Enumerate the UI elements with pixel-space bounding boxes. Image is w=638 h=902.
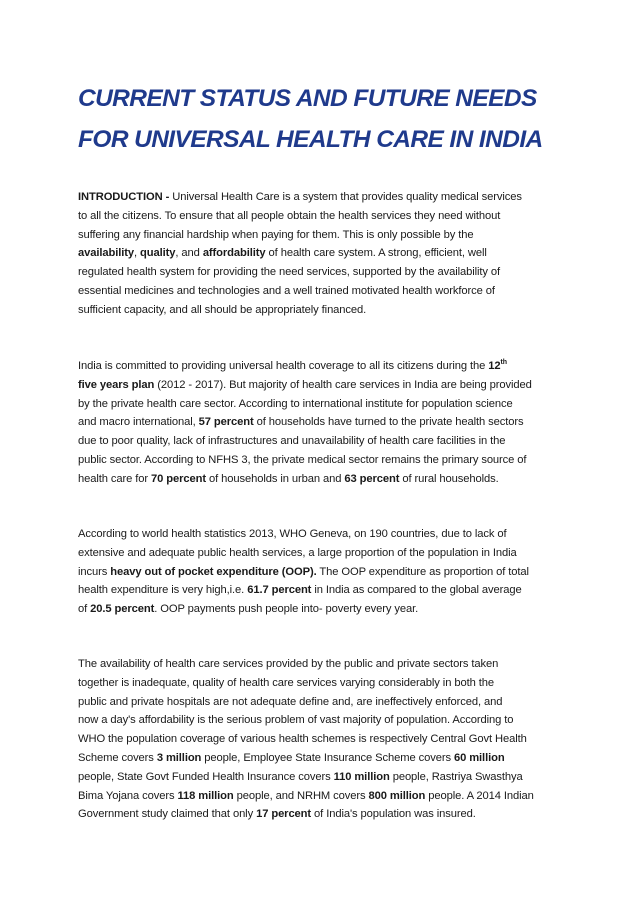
- text-run: of India's population was insured.: [311, 808, 476, 821]
- text-run: Bima Yojana covers: [78, 789, 178, 802]
- bold-figure: 110 million: [333, 770, 390, 783]
- text-run: of households in urban and: [206, 472, 345, 485]
- text-line: [78, 470, 578, 489]
- text-line: regulated health system for providing the need services, supported by the availability of: [78, 266, 501, 279]
- bold-figure: 3 million: [156, 751, 202, 764]
- bold-term: 12: [488, 360, 501, 372]
- text-line: together is inadequate, quality of health care services varying considerably in both the: [78, 676, 494, 689]
- introduction-paragraph: [78, 188, 578, 320]
- text-run: of rural households.: [399, 472, 499, 485]
- text-line: [78, 244, 578, 263]
- bold-figure: 118 million: [177, 789, 234, 802]
- bold-figure: 61.7 percent: [247, 584, 312, 597]
- bold-figure: 60 million: [453, 751, 505, 764]
- text-line: extensive and adequate public health services, a large proportion of the population in India: [78, 546, 517, 559]
- text-run: of: [78, 603, 91, 616]
- text-line: by the private health care sector. According to international institute for population science: [78, 397, 513, 410]
- text-run: people, Employee State Insurance Scheme covers: [201, 751, 454, 764]
- text-line: [78, 581, 578, 600]
- text-run: ,: [134, 247, 141, 260]
- text-line: [78, 787, 578, 806]
- text-run: , and: [175, 247, 203, 260]
- text-line: WHO the population coverage of various health schemes is respectively Central Govt Health: [78, 733, 527, 746]
- title-line: CURRENT STATUS AND FUTURE NEEDS: [78, 85, 537, 112]
- text-run: of health care system. A strong, efficient, well: [265, 247, 487, 260]
- text-line: sufficient capacity, and all should be appropriately financed.: [78, 303, 367, 316]
- bold-figure: 63 percent: [344, 472, 400, 485]
- text-line: [78, 600, 578, 619]
- text-run: . OOP payments push people into- poverty every year.: [154, 603, 419, 616]
- text-line: now a day's affordability is the serious problem of vast majority of population. According to: [78, 714, 514, 727]
- text-run: health expenditure is very high,i.e.: [78, 584, 248, 597]
- text-line: [78, 188, 578, 207]
- text-line: due to poor quality, lack of infrastructures and unavailability of health care facilities in the: [78, 435, 506, 448]
- text-run: health care for: [78, 472, 152, 485]
- text-line: public and private hospitals are not adequate define and, are ineffectively enforced, and: [78, 695, 503, 708]
- bold-term: quality: [140, 247, 176, 260]
- bold-figure: 17 percent: [256, 808, 312, 821]
- text-line: to all the citizens. To ensure that all people obtain the health services they need without: [78, 209, 501, 222]
- text-run: people, Rastriya Swasthya: [389, 770, 523, 783]
- text-run: Scheme covers: [78, 751, 157, 764]
- text-run: Universal Health Care is a system that provides quality medical services: [169, 191, 522, 203]
- bold-figure: 70 percent: [151, 472, 206, 485]
- text-line: [78, 563, 578, 582]
- text-run: people, State Govt Funded Health Insurance covers: [78, 770, 334, 783]
- bold-figure: 20.5 percent: [90, 603, 155, 616]
- text-line: [78, 805, 578, 824]
- text-run: India is committed to providing universal health coverage to all its citizens during the: [78, 360, 489, 372]
- bold-figure: 57 percent: [198, 416, 254, 429]
- bold-term: heavy out of pocket expenditure (OOP).: [110, 565, 317, 578]
- text-line: According to world health statistics 2013, WHO Geneva, on 190 countries, due to lack of: [78, 528, 507, 540]
- text-run: Government study claimed that only: [78, 808, 257, 821]
- text-run: people, and NRHM covers: [233, 789, 369, 802]
- text-line: [78, 376, 578, 395]
- text-run: The OOP expenditure as proportion of total: [316, 565, 529, 578]
- text-line: essential medicines and technologies and a well trained motivated health workforce of: [78, 284, 495, 297]
- text-run: of households have turned to the private health sectors: [253, 416, 524, 429]
- text-line: [78, 749, 578, 768]
- bold-term: five years plan: [78, 378, 155, 391]
- text-run: in India as compared to the global average: [311, 584, 522, 597]
- bold-term: affordability: [202, 247, 266, 260]
- bold-figure: 800 million: [368, 789, 426, 802]
- text-run: people. A 2014 Indian: [425, 789, 534, 802]
- bold-term: availability: [78, 247, 135, 260]
- text-line: suffering any financial hardship when paying for them. This is only possible by the: [78, 228, 474, 241]
- text-line: The availability of health care services provided by the public and private sectors taken: [78, 658, 499, 670]
- text-run: (2012 - 2017). But majority of health care services in India are being provided: [154, 378, 532, 391]
- text-run: incurs: [78, 565, 111, 578]
- text-line: [78, 413, 578, 432]
- introduction-label: INTRODUCTION -: [78, 191, 170, 203]
- availability-paragraph: [78, 655, 578, 824]
- title-line: FOR UNIVERSAL HEALTH CARE IN INDIA: [78, 126, 543, 153]
- oop-paragraph: [78, 525, 578, 619]
- text-line: [78, 768, 578, 787]
- document-title: [78, 78, 598, 160]
- text-line: [78, 357, 578, 376]
- text-line: public sector. According to NFHS 3, the private medical sector remains the primary source of: [78, 453, 527, 466]
- coverage-paragraph: [78, 357, 578, 489]
- superscript: th: [500, 359, 507, 366]
- text-run: and macro international,: [78, 416, 199, 429]
